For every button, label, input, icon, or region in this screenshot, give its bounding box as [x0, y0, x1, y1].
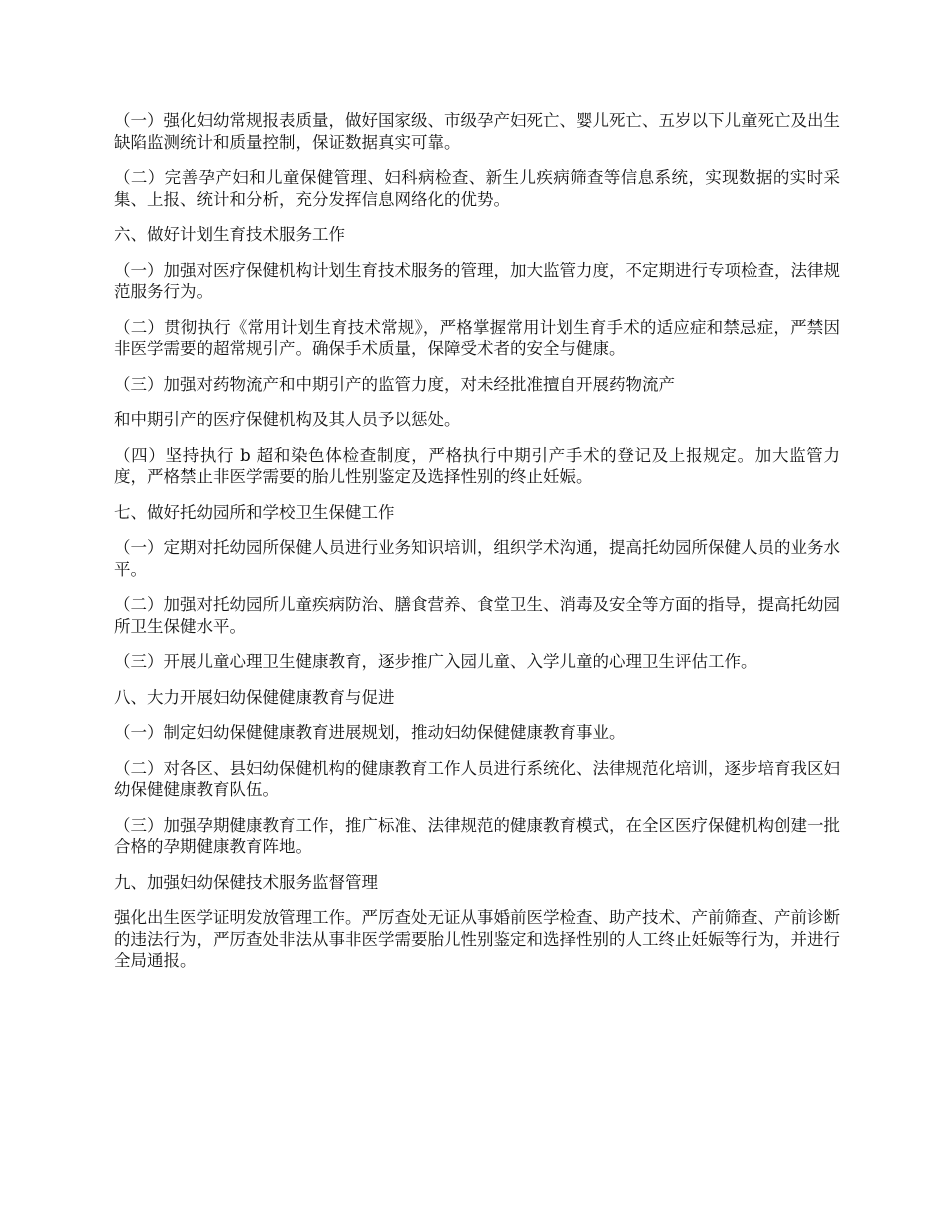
paragraph-item: （一）加强对医疗保健机构计划生育技术服务的管理，加大监管力度，不定期进行专项检查，法律规范服务行为。	[114, 260, 840, 301]
paragraph-item: （三）加强孕期健康教育工作，推广标准、法律规范的健康教育模式，在全区医疗保健机构创建一批合格的孕期健康教育阵地。	[114, 815, 840, 856]
paragraph-item: （三）加强对药物流产和中期引产的监管力度，对未经批准擅自开展药物流产	[114, 374, 675, 394]
paragraph-item: （一）定期对托幼园所保健人员进行业务知识培训，组织学术沟通，提高托幼园所保健人员的业务水平。	[114, 538, 840, 579]
paragraph-item: （二）对各区、县妇幼保健机构的健康教育工作人员进行系统化、法律规范化培训，逐步培育我区妇幼保健健康教育队伍。	[114, 758, 840, 799]
paragraph-item: 强化出生医学证明发放管理工作。严厉查处无证从事婚前医学检查、助产技术、产前筛查、产前诊断的违法行为，严厉查处非法从事非医学需要胎儿性别鉴定和选择性别的人工终止妊娠等行为，并进行全局通报。	[114, 908, 840, 970]
paragraph-item: 和中期引产的医疗保健机构及其人员予以惩处。	[114, 410, 461, 429]
section-heading: 六、做好计划生育技术服务工作	[114, 225, 345, 244]
paragraph-item: （二）加强对托幼园所儿童疾病防治、膳食营养、食堂卫生、消毒及安全等方面的指导，提高托幼园所卫生保健水平。	[114, 595, 840, 636]
paragraph-item: （二）完善孕产妇和儿童保健管理、妇科病检查、新生儿疾病筛查等信息系统，实现数据的实时采集、上报、统计和分析，充分发挥信息网络化的优势。	[114, 168, 840, 209]
paragraph-item: （一）制定妇幼保健健康教育进展规划，推动妇幼保健健康教育事业。	[114, 723, 626, 742]
section-heading: 九、加强妇幼保健技术服务监督管理	[114, 872, 378, 892]
document-body	[114, 110, 840, 986]
section-heading: 七、做好托幼园所和学校卫生保健工作	[114, 502, 395, 522]
paragraph-item: （一）强化妇幼常规报表质量，做好国家级、市级孕产妇死亡、婴儿死亡、五岁以下儿童死亡及出生缺陷监测统计和质量控制，保证数据真实可靠。	[114, 111, 840, 152]
paragraph-item: （四）坚持执行 b 超和染色体检查制度，严格执行中期引产手术的登记及上报规定。加大监管力度，严格禁止非医学需要的胎儿性别鉴定及选择性别的终止妊娠。	[114, 445, 840, 486]
section-heading: 八、大力开展妇幼保健健康教育与促进	[114, 687, 395, 707]
paragraph-item: （二）贯彻执行《常用计划生育技术常规》，严格掌握常用计划生育手术的适应症和禁忌症，严禁因非医学需要的超常规引产。确保手术质量，保障受术者的安全与健康。	[114, 317, 840, 358]
paragraph-item: （三）开展儿童心理卫生健康教育，逐步推广入园儿童、入学儿童的心理卫生评估工作。	[114, 652, 758, 671]
